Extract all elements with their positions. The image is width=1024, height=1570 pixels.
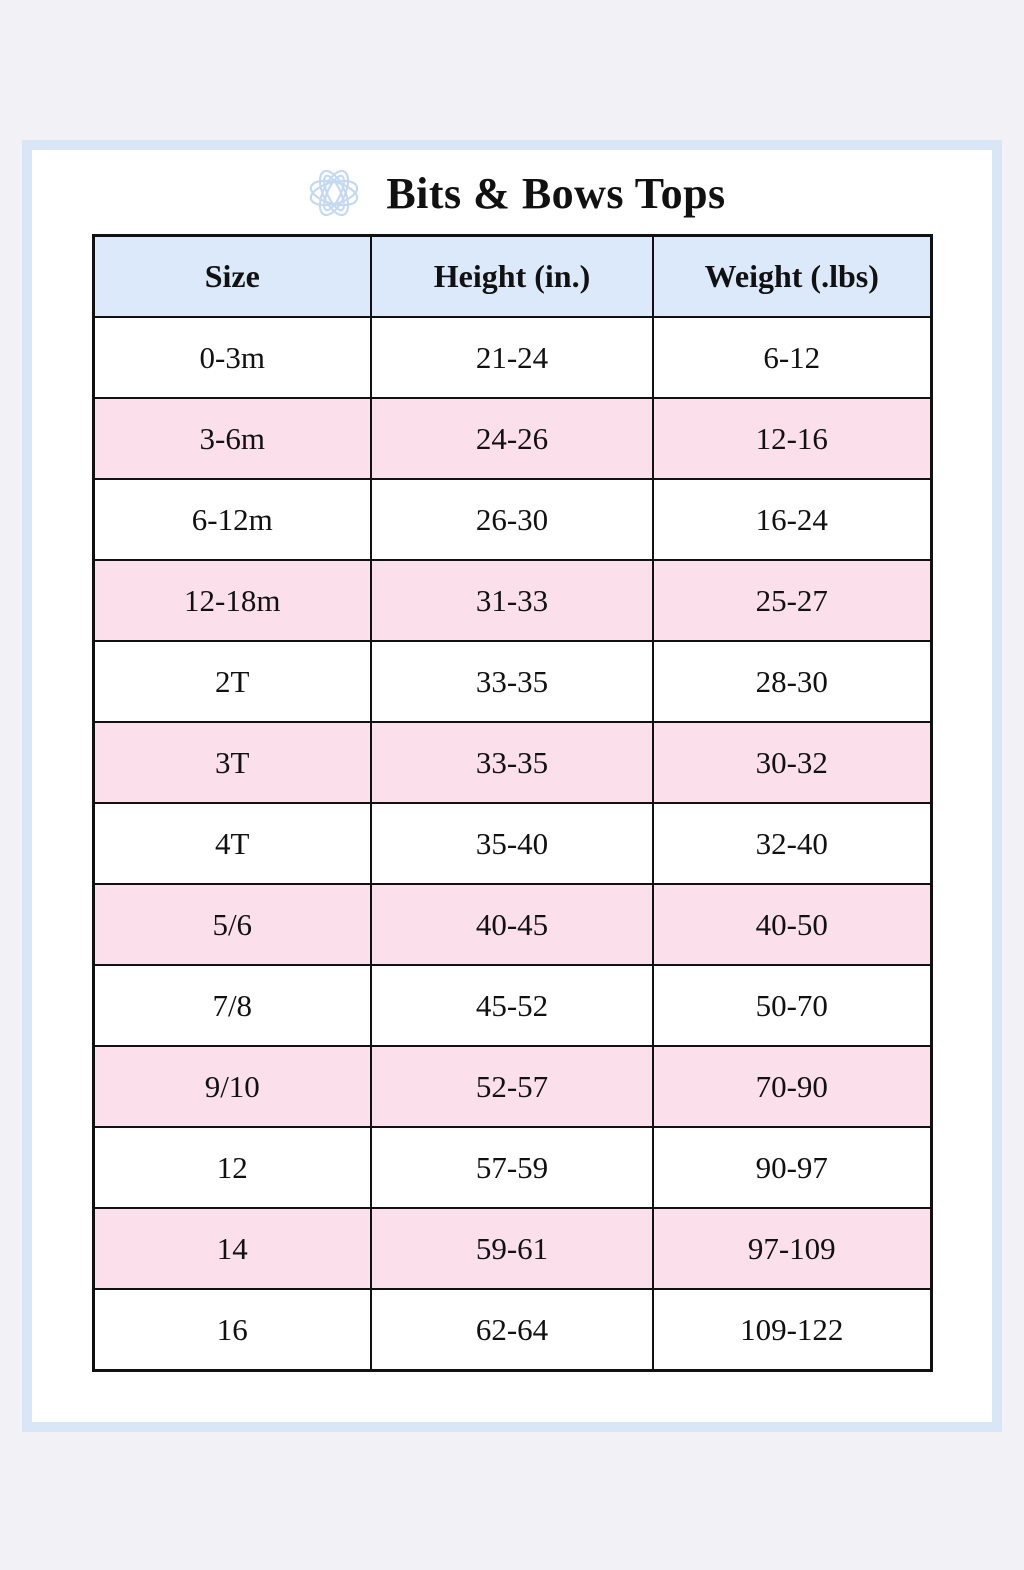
size-cell: 0-3m xyxy=(93,317,371,398)
size-cell: 2T xyxy=(93,641,371,722)
table-row xyxy=(93,1046,931,1127)
size-cell: 3-6m xyxy=(93,398,371,479)
height-cell: 59-61 xyxy=(371,1208,653,1289)
height-cell: 26-30 xyxy=(371,479,653,560)
column-header-weight: Weight (.lbs) xyxy=(653,236,931,318)
size-cell: 14 xyxy=(93,1208,371,1289)
weight-cell: 28-30 xyxy=(653,641,931,722)
weight-cell: 40-50 xyxy=(653,884,931,965)
height-cell: 40-45 xyxy=(371,884,653,965)
weight-cell: 12-16 xyxy=(653,398,931,479)
height-cell: 33-35 xyxy=(371,722,653,803)
size-cell: 12 xyxy=(93,1127,371,1208)
weight-cell: 50-70 xyxy=(653,965,931,1046)
bows-monogram-icon xyxy=(298,157,370,229)
table-row xyxy=(93,641,931,722)
weight-cell: 30-32 xyxy=(653,722,931,803)
table-row xyxy=(93,479,931,560)
weight-cell: 109-122 xyxy=(653,1289,931,1371)
size-cell: 7/8 xyxy=(93,965,371,1046)
table-row xyxy=(93,884,931,965)
table-row xyxy=(93,398,931,479)
table-row xyxy=(93,1289,931,1371)
height-cell: 57-59 xyxy=(371,1127,653,1208)
size-cell: 9/10 xyxy=(93,1046,371,1127)
table-row xyxy=(93,560,931,641)
height-cell: 62-64 xyxy=(371,1289,653,1371)
size-cell: 3T xyxy=(93,722,371,803)
weight-cell: 25-27 xyxy=(653,560,931,641)
height-cell: 52-57 xyxy=(371,1046,653,1127)
table-row xyxy=(93,1208,931,1289)
title-row xyxy=(32,152,992,234)
column-header-size: Size xyxy=(93,236,371,318)
size-table-header xyxy=(93,236,931,318)
weight-cell: 90-97 xyxy=(653,1127,931,1208)
weight-cell: 6-12 xyxy=(653,317,931,398)
page-title: Bits & Bows Tops xyxy=(386,168,726,218)
height-cell: 31-33 xyxy=(371,560,653,641)
height-cell: 45-52 xyxy=(371,965,653,1046)
table-row xyxy=(93,1127,931,1208)
height-cell: 21-24 xyxy=(371,317,653,398)
weight-cell: 97-109 xyxy=(653,1208,931,1289)
size-cell: 4T xyxy=(93,803,371,884)
size-cell: 6-12m xyxy=(93,479,371,560)
height-cell: 33-35 xyxy=(371,641,653,722)
size-chart-card xyxy=(22,140,1002,1432)
weight-cell: 32-40 xyxy=(653,803,931,884)
size-cell: 16 xyxy=(93,1289,371,1371)
header-row xyxy=(93,236,931,318)
size-table-body xyxy=(93,317,931,1371)
weight-cell: 16-24 xyxy=(653,479,931,560)
column-header-height: Height (in.) xyxy=(371,236,653,318)
size-chart-table xyxy=(92,234,933,1372)
size-cell: 12-18m xyxy=(93,560,371,641)
size-cell: 5/6 xyxy=(93,884,371,965)
table-row xyxy=(93,965,931,1046)
height-cell: 35-40 xyxy=(371,803,653,884)
table-row xyxy=(93,722,931,803)
table-row xyxy=(93,803,931,884)
weight-cell: 70-90 xyxy=(653,1046,931,1127)
table-row xyxy=(93,317,931,398)
height-cell: 24-26 xyxy=(371,398,653,479)
